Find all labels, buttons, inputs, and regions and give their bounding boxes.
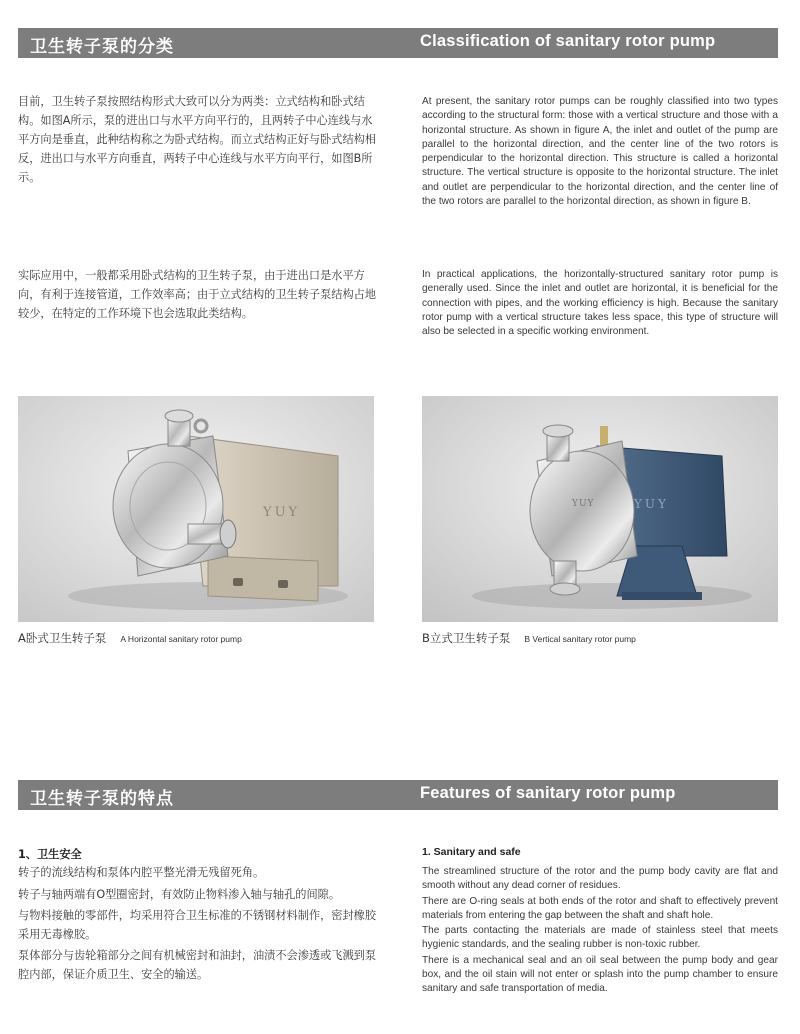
figure-a-caption-zh: A卧式卫生转子泵: [18, 631, 107, 645]
figure-b-caption: [422, 630, 636, 646]
figure-a-horizontal-pump-photo: [18, 396, 374, 622]
section-header-classification: [18, 28, 778, 58]
classification-para2-zh: 实际应用中，一般都采用卧式结构的卫生转子泵，由于进出口是水平方向，有利于连接管道，工作效率高；由于立式结构的卫生转子泵结构占地较少，在特定的工作环境下也会选取此类结构。: [18, 269, 377, 320]
section-title-en: Features of sanitary rotor pump: [420, 784, 676, 802]
figure-a-caption: [18, 630, 242, 646]
feature-item-zh: 转子的流线结构和泵体内腔平整光滑无残留死角。: [18, 866, 265, 879]
feature-list-en: [422, 865, 778, 998]
figure-b-vertical-pump-photo: [422, 396, 778, 622]
figure-a-brand: YUY: [263, 505, 301, 520]
feature-heading-en: 1. Sanitary and safe: [422, 846, 521, 858]
classification-para2-en: In practical applications, the horizontally-structured sanitary rotor pump is generally used. Since the inlet and outlet are horizontal, it is beneficial for the connection with pipes, and the working efficiency is high. Because the sanitary rotor pump with a vertical structure takes less space, this type of structure will also be selected in a specific working environment.: [422, 269, 778, 338]
classification-para1-zh: 目前，卫生转子泵按照结构形式大致可以分为两类：立式结构和卧式结构。如图A所示，泵的进出口与水平方向平行的，且两转子中心连线与水平方向是垂直，此种结构称之为卧式结构。而立式结构正好与卧式结构相反，进出口与水平方向垂直，两转子中心连线与水平方向平行，如图B所示。: [18, 95, 377, 184]
feature-heading-zh: 1、卫生安全: [18, 848, 82, 861]
feature-item-en: There is a mechanical seal and an oil seal between the pump body and gear box, and the oil stain will not enter or splash into the pump chamber to ensure sanitary and safe transportation of media.: [422, 954, 778, 995]
classification-para1-en: At present, the sanitary rotor pumps can be roughly classified into two types according to the structural form: those with a vertical structure and those with a horizontal structure. As shown in figure A, the inlet and outlet of the pump are parallel to the horizontal direction, and the center line of the two rotors is perpendicular to the horizontal direction. This structure is called a horizontal structure. The vertical structure is opposite to the horizontal structure. The inlet and outlet are perpendicular to the horizontal direction, and the center line of the two rotors are parallel to the horizontal direction, as shown in figure B.: [422, 96, 778, 208]
figure-b-caption-en: B Vertical sanitary rotor pump: [524, 634, 636, 644]
section-title-zh: 卫生转子泵的特点: [30, 789, 174, 809]
feature-list-zh: [18, 864, 380, 987]
svg-text:YUY: YUY: [634, 497, 669, 511]
feature-item-en: The parts contacting the materials are made of stainless steel that meets hygienic standards, and the sealing rubber is non-toxic rubber.: [422, 925, 778, 951]
figure-b-brand: YUY: [572, 499, 595, 509]
section-title-en: Classification of sanitary rotor pump: [420, 32, 716, 50]
section-title-zh: 卫生转子泵的分类: [30, 37, 174, 57]
section-header-features: [18, 780, 778, 810]
feature-item-en: The streamlined structure of the rotor and the pump body cavity are flat and smooth without any dead corner of residues.: [422, 866, 778, 892]
feature-item-zh: 转子与轴两端有O型圈密封，有效防止物料渗入轴与轴孔的间隙。: [18, 887, 341, 901]
figure-b-caption-zh: B立式卫生转子泵: [422, 631, 511, 645]
feature-item-en: There are O-ring seals at both ends of the rotor and shaft to effectively prevent materials from entering the gap between the shaft and shaft hole.: [422, 895, 778, 921]
feature-item-zh: 与物料接触的零部件，均采用符合卫生标准的不锈钢材料制作，密封橡胶采用无毒橡胶。: [18, 909, 377, 941]
figure-a-caption-en: A Horizontal sanitary rotor pump: [120, 634, 242, 644]
feature-item-zh: 泵体部分与齿轮箱部分之间有机械密封和油封，油渍不会渗透或飞溅到泵腔内部，保证介质卫生、安全的输送。: [18, 949, 377, 981]
